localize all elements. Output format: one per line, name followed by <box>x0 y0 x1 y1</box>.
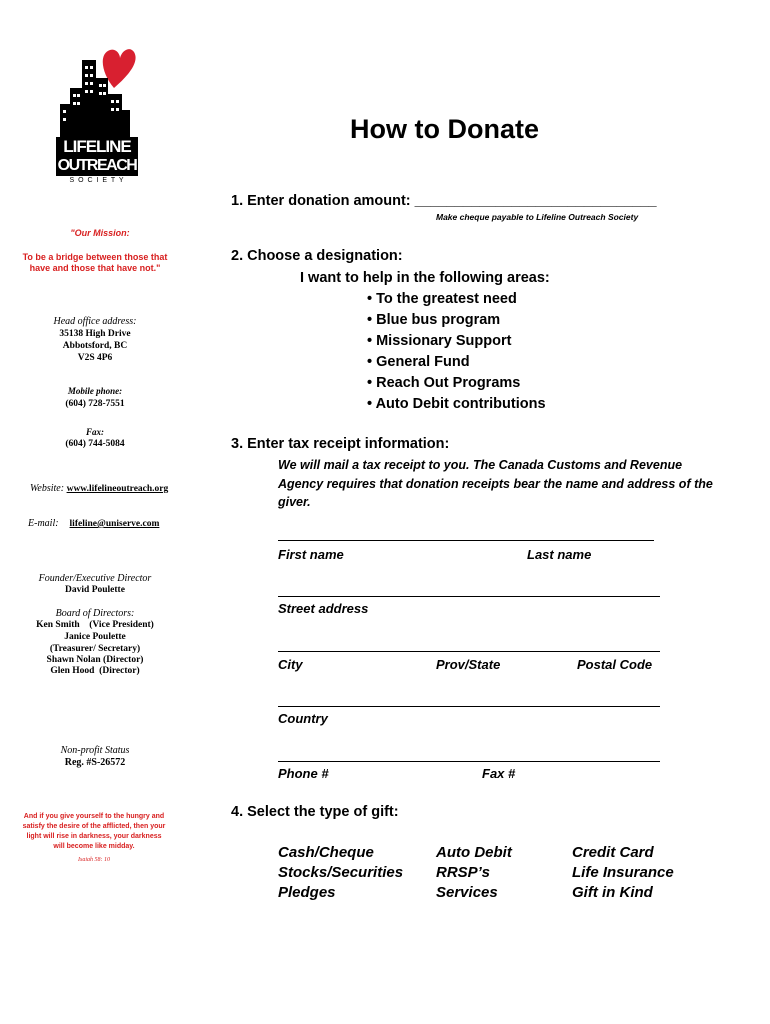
board-member: (Treasurer/ Secretary) <box>49 644 141 654</box>
email-row <box>28 518 159 529</box>
gift-column <box>278 843 403 903</box>
step2-heading: 2. Choose a designation: <box>231 248 403 264</box>
gift-option[interactable]: Credit Card <box>572 844 654 861</box>
country-input-line[interactable] <box>278 706 660 707</box>
prov-label: Prov/State <box>436 657 501 672</box>
mission-title: "Our Mission: <box>70 228 130 238</box>
step4-heading: 4. Select the type of gift: <box>231 804 399 820</box>
gift-option[interactable]: Gift in Kind <box>572 884 653 901</box>
last-name-label: Last name <box>527 547 592 562</box>
area-option[interactable]: • General Fund <box>367 354 470 370</box>
area-option[interactable]: • Auto Debit contributions <box>367 396 546 412</box>
address-line3: V2S 4P6 <box>77 353 113 363</box>
area-option[interactable]: • Missionary Support <box>367 333 512 349</box>
founder-name: David Poulette <box>65 585 125 595</box>
board-member: Glen Hood (Director) <box>50 666 140 676</box>
street-input-line[interactable] <box>278 596 660 597</box>
board-member: Ken Smith (Vice President) <box>36 620 154 630</box>
nonprofit-label: Non-profit Status <box>60 745 130 756</box>
gift-option[interactable]: Pledges <box>278 884 336 901</box>
gift-option[interactable]: Cash/Cheque <box>278 844 374 861</box>
street-label: Street address <box>278 601 369 616</box>
nonprofit-reg: Reg. #S-26572 <box>64 757 126 768</box>
step1-heading: 1. Enter donation amount: ______________________________ <box>231 193 657 209</box>
logo-text-society: S O C I E T Y <box>69 177 125 184</box>
address-line2: Abbotsford, BC <box>62 341 128 351</box>
fax-label: Fax: <box>86 427 104 437</box>
cheque-note: Make cheque payable to Lifeline Outreach Society <box>436 212 639 222</box>
board-label: Board of Directors: <box>55 608 135 619</box>
country-label: Country <box>278 711 328 726</box>
area-option[interactable]: • To the greatest need <box>367 291 517 307</box>
fax-field-label: Fax # <box>482 766 516 781</box>
scripture-ref: Isaiah 58: 10 <box>78 857 110 863</box>
head-office-label: Head office address: <box>53 316 137 327</box>
gift-option[interactable]: Auto Debit <box>436 844 512 861</box>
website-label: Website: <box>30 483 65 494</box>
gift-option[interactable]: Life Insurance <box>572 864 674 881</box>
board-member: Shawn Nolan (Director) <box>46 655 144 665</box>
board-member: Janice Poulette <box>64 632 126 642</box>
fax-value: (604) 744-5084 <box>65 439 125 449</box>
mobile-value: (604) 728-7551 <box>65 399 125 409</box>
step3-heading: 3. Enter tax receipt information: <box>231 436 450 452</box>
logo <box>52 44 142 184</box>
gift-option[interactable]: RRSP’s <box>436 864 490 881</box>
mobile-label: Mobile phone: <box>67 386 123 396</box>
gift-column <box>572 843 674 903</box>
postal-label: Postal Code <box>577 657 653 672</box>
phone-input-line[interactable] <box>278 761 660 762</box>
website-row <box>30 483 168 494</box>
gift-option[interactable]: Services <box>436 884 498 901</box>
gift-option[interactable]: Stocks/Securities <box>278 864 404 881</box>
areas-intro: I want to help in the following areas: <box>300 270 550 286</box>
scripture-quote: And if you give yourself to the hungry and satisfy the desire of the afflicted, then your light will rise in darkness, your darkness will become like midday. <box>22 813 166 850</box>
email-label: E-mail: <box>28 518 59 529</box>
gift-column <box>436 843 512 903</box>
page-title: How to Donate <box>350 114 539 144</box>
address-line1: 35138 High Drive <box>59 329 131 339</box>
logo-text-lifeline: LIFELINE <box>56 137 138 157</box>
city-input-line[interactable] <box>278 651 660 652</box>
founder-label: Founder/Executive Director <box>38 573 152 584</box>
area-option[interactable]: • Reach Out Programs <box>367 375 521 391</box>
city-label: City <box>278 657 303 672</box>
email-link[interactable]: lifeline@uniserve.com <box>69 519 160 529</box>
phone-label: Phone # <box>278 766 329 781</box>
area-option[interactable]: • Blue bus program <box>367 312 501 328</box>
name-input-line[interactable] <box>278 540 654 541</box>
logo-text-outreach: OUTREACH <box>57 157 137 174</box>
website-link[interactable]: www.lifelineoutreach.org <box>66 484 169 494</box>
first-name-label: First name <box>278 547 344 562</box>
tax-note: We will mail a tax receipt to you. The Canada Customs and Revenue Agency requires that donation receipts bear the name and address of the giver. <box>278 458 713 509</box>
mission-text: To be a bridge between those that have and those that have not." <box>22 252 168 273</box>
